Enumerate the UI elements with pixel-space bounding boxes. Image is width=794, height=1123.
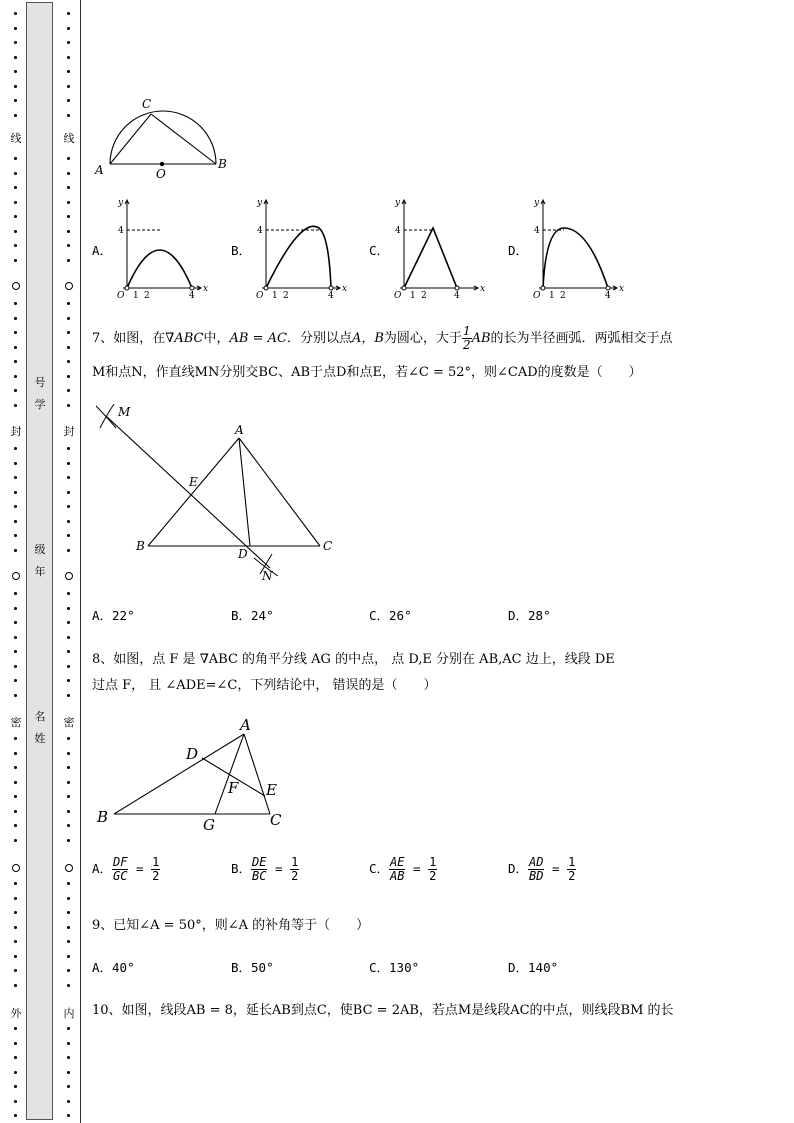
margin-circle <box>12 282 20 290</box>
margin-dot <box>67 1071 70 1074</box>
margin-dot <box>14 1100 17 1103</box>
margin-dot <box>67 781 70 784</box>
margin-dot <box>67 157 70 160</box>
x-axis-label: x <box>342 284 348 294</box>
margin-dot <box>14 592 17 595</box>
label-f: F <box>228 779 239 797</box>
margin-dot <box>14 940 17 943</box>
margin-dot <box>67 926 70 929</box>
label-n: N <box>262 569 273 583</box>
y-tick-4: 4 <box>534 226 540 236</box>
margin-dot <box>14 549 17 552</box>
q6-option-c[interactable]: C． <box>369 243 390 258</box>
binding-margin <box>0 0 90 1123</box>
arc-mark-m <box>96 404 116 428</box>
option-fraction-right: $\frac{1}{2}$ <box>568 855 576 883</box>
margin-dot <box>14 172 17 175</box>
margin-dot <box>14 781 17 784</box>
margin-dot <box>14 984 17 987</box>
margin-dot <box>67 99 70 102</box>
margin-dot <box>67 839 70 842</box>
end-open-point <box>455 286 459 290</box>
q6-option-d[interactable]: D． <box>508 243 529 258</box>
margin-dot <box>14 157 17 160</box>
y-tick-4: 4 <box>395 226 401 236</box>
option-label: B． <box>231 861 252 876</box>
margin-dot <box>67 114 70 117</box>
margin-dot <box>67 389 70 392</box>
field-label: 名 <box>34 710 46 723</box>
equals-sign: = <box>405 861 429 876</box>
margin-dot <box>14 926 17 929</box>
q9-option-c[interactable]: C．130° <box>369 960 420 975</box>
option-fraction-right: $\frac{1}{2}$ <box>429 855 437 883</box>
margin-dot <box>67 172 70 175</box>
q7-option-c[interactable]: C．26° <box>369 608 412 623</box>
x-tick-1: 1 <box>133 291 139 301</box>
margin-dot <box>14 1071 17 1074</box>
q8-figure <box>92 712 302 837</box>
margin-dot <box>67 795 70 798</box>
margin-rule <box>80 0 81 1123</box>
margin-dot <box>14 505 17 508</box>
option-fraction-left: $\frac{AE}{AB}$ <box>390 855 405 883</box>
margin-dot <box>67 607 70 610</box>
margin-dot <box>14 795 17 798</box>
x-tick-4: 4 <box>328 291 334 301</box>
margin-dot <box>67 1056 70 1059</box>
margin-dot <box>14 969 17 972</box>
margin-dot <box>14 911 17 914</box>
margin-dot <box>14 824 17 827</box>
field-label: 学 <box>34 398 46 411</box>
margin-dot <box>14 230 17 233</box>
x-tick-4: 4 <box>454 291 460 301</box>
q8-option-b[interactable] <box>231 856 299 883</box>
option-fraction-right: $\frac{1}{2}$ <box>152 855 160 883</box>
margin-dot <box>67 41 70 44</box>
option-label: D． <box>508 861 529 876</box>
margin-dot <box>14 215 17 218</box>
origin-open-point <box>402 286 406 290</box>
line-mn <box>106 416 270 568</box>
margin-dot <box>14 476 17 479</box>
q8-line2: 过点 F， 且 ∠ADE=∠C，下列结论中， 错误的是（ ） <box>92 678 437 693</box>
x-tick-1: 1 <box>410 291 416 301</box>
q6-graph-a <box>110 196 209 301</box>
label-e: E <box>266 781 277 799</box>
margin-dot <box>14 70 17 73</box>
function-curve <box>127 250 192 288</box>
margin-dot <box>14 694 17 697</box>
q7-line1: 7、如图，在∇ABC中，AB = AC．分别以点A，B为圆心，大于 $\frac{1}{2}$ AB的长为半径画弧．两弧相交于点 <box>92 324 673 352</box>
margin-dot <box>14 244 17 247</box>
margin-dot <box>14 317 17 320</box>
margin-dot <box>14 955 17 958</box>
margin-dot <box>67 70 70 73</box>
y-axis-label: y <box>257 198 263 208</box>
q7-option-b[interactable]: B．24° <box>231 608 274 623</box>
margin-inner-char: 密 <box>63 716 75 729</box>
margin-dot <box>14 114 17 117</box>
origin-label: O <box>533 291 541 301</box>
margin-dot <box>67 491 70 494</box>
margin-dot <box>14 27 17 30</box>
margin-dot <box>14 621 17 624</box>
margin-dot <box>14 839 17 842</box>
y-tick-4: 4 <box>257 226 263 236</box>
field-label: 姓 <box>34 732 46 745</box>
margin-dot <box>67 1114 70 1117</box>
margin-dot <box>14 737 17 740</box>
margin-dot <box>67 12 70 15</box>
margin-dot <box>14 56 17 59</box>
margin-dot <box>14 375 17 378</box>
option-label: A． <box>92 861 113 876</box>
margin-dot <box>67 346 70 349</box>
end-open-point <box>606 286 610 290</box>
field-label: 号 <box>34 376 46 389</box>
y-axis-label: y <box>534 198 540 208</box>
q6-option-a[interactable]: A． <box>92 243 113 258</box>
margin-dot <box>14 766 17 769</box>
x-tick-1: 1 <box>272 291 278 301</box>
margin-dot <box>67 737 70 740</box>
margin-dot <box>67 752 70 755</box>
label-b: B <box>97 808 109 826</box>
option-fraction-right: $\frac{1}{2}$ <box>291 855 299 883</box>
equals-sign: = <box>544 861 568 876</box>
margin-inner-char: 封 <box>63 425 75 438</box>
margin-dot <box>14 12 17 15</box>
margin-dot <box>14 650 17 653</box>
half-fraction: $\frac{1}{2}$ <box>462 324 471 352</box>
margin-dot <box>67 1100 70 1103</box>
q8-option-a[interactable] <box>92 856 160 883</box>
margin-dot <box>67 694 70 697</box>
side-ac <box>239 438 320 546</box>
chord-cb <box>151 114 216 164</box>
margin-dot <box>14 447 17 450</box>
label-a: A <box>95 163 104 177</box>
side-ab <box>114 734 244 814</box>
margin-circle <box>65 864 73 872</box>
margin-dot <box>67 476 70 479</box>
q6-graph-c <box>387 196 486 301</box>
margin-circle <box>65 572 73 580</box>
side-ab <box>148 438 239 546</box>
margin-dot <box>67 520 70 523</box>
x-tick-2: 2 <box>560 291 566 301</box>
label-d: D <box>186 745 199 763</box>
margin-dot <box>14 201 17 204</box>
margin-dot <box>14 186 17 189</box>
q8-line1: 8、如图，点 F 是 ∇ABC 的角平分线 AG 的中点， 点 D,E 分别在 AB,AC 边上，线段 DE <box>92 652 615 667</box>
margin-dot <box>14 1056 17 1059</box>
margin-dot <box>14 607 17 610</box>
margin-circle <box>12 572 20 580</box>
margin-dot <box>14 85 17 88</box>
margin-dot <box>67 360 70 363</box>
margin-outer-char: 线 <box>10 132 22 145</box>
label-o: O <box>156 167 166 181</box>
margin-dot <box>67 549 70 552</box>
origin-label: O <box>394 291 402 301</box>
y-axis-label: y <box>118 198 124 208</box>
q9-option-d[interactable]: D．140° <box>508 960 559 975</box>
field-label: 年 <box>34 565 46 578</box>
margin-dot <box>67 911 70 914</box>
q6-option-b[interactable]: B． <box>231 243 252 258</box>
label-b: B <box>136 539 145 553</box>
margin-outer-char: 密 <box>10 716 22 729</box>
q9-text: 9、已知∠A = 50°，则∠A 的补角等于（ ） <box>92 918 370 933</box>
q7-figure <box>92 398 342 588</box>
margin-dot <box>67 810 70 813</box>
margin-dot <box>67 984 70 987</box>
function-curve <box>543 228 608 288</box>
margin-dot <box>14 346 17 349</box>
end-open-point <box>190 286 194 290</box>
margin-dot <box>67 621 70 624</box>
margin-dot <box>14 1042 17 1045</box>
margin-dot <box>14 1085 17 1088</box>
x-tick-2: 2 <box>421 291 427 301</box>
x-tick-1: 1 <box>549 291 555 301</box>
margin-dot <box>14 331 17 334</box>
q7-option-d[interactable]: D．28° <box>508 608 551 623</box>
x-tick-2: 2 <box>144 291 150 301</box>
origin-open-point <box>125 286 129 290</box>
margin-dot <box>67 824 70 827</box>
label-a: A <box>235 423 244 437</box>
origin-label: O <box>117 291 125 301</box>
margin-dot <box>14 810 17 813</box>
label-d: D <box>238 547 248 561</box>
margin-dot <box>67 56 70 59</box>
margin-dot <box>67 882 70 885</box>
q10-text: 10、如图，线段AB = 8，延长AB到点C，使BC = 2AB，若点M是线段AC的中点，则线段BM 的长 <box>92 1003 674 1018</box>
segment-ad <box>239 438 250 546</box>
margin-dot <box>67 650 70 653</box>
q6-graph-b <box>249 196 348 301</box>
side-ac <box>244 734 270 814</box>
margin-dot <box>14 1027 17 1030</box>
end-open-point <box>329 286 333 290</box>
q9-option-a[interactable]: A．40° <box>92 960 135 975</box>
margin-dot <box>14 882 17 885</box>
margin-dot <box>67 317 70 320</box>
margin-dot <box>67 940 70 943</box>
margin-dot <box>67 302 70 305</box>
name-strip <box>26 2 53 1120</box>
margin-dot <box>67 897 70 900</box>
margin-dot <box>67 375 70 378</box>
margin-dot <box>14 404 17 407</box>
margin-dot <box>14 462 17 465</box>
margin-dot <box>14 41 17 44</box>
margin-dot <box>67 201 70 204</box>
label-b: B <box>218 157 227 171</box>
margin-dot <box>67 969 70 972</box>
label-a: A <box>240 716 251 734</box>
option-fraction-left: $\frac{DF}{GC}$ <box>113 855 128 883</box>
margin-dot <box>67 766 70 769</box>
margin-dot <box>14 1114 17 1117</box>
margin-dot <box>67 955 70 958</box>
margin-dot <box>67 186 70 189</box>
option-fraction-left: $\frac{DE}{BC}$ <box>252 855 267 883</box>
q8-option-d[interactable] <box>508 856 576 883</box>
margin-dot <box>14 389 17 392</box>
margin-inner-char: 线 <box>63 132 75 145</box>
origin-open-point <box>264 286 268 290</box>
function-curve <box>266 226 331 288</box>
label-e: E <box>189 475 198 489</box>
label-m: M <box>118 405 131 419</box>
y-tick-4: 4 <box>118 226 124 236</box>
margin-dot <box>67 85 70 88</box>
margin-dot <box>67 244 70 247</box>
semicircle-figure <box>92 94 232 180</box>
x-axis-label: x <box>203 284 209 294</box>
equals-sign: = <box>267 861 291 876</box>
origin-label: O <box>256 291 264 301</box>
label-c: C <box>270 811 282 829</box>
margin-dot <box>67 679 70 682</box>
margin-dot <box>14 752 17 755</box>
margin-dot <box>67 636 70 639</box>
margin-dot <box>14 99 17 102</box>
margin-dot <box>14 360 17 363</box>
margin-circle <box>65 282 73 290</box>
function-curve <box>404 228 457 288</box>
x-axis-label: x <box>480 284 486 294</box>
origin-open-point <box>541 286 545 290</box>
option-label: C． <box>369 861 390 876</box>
q7-option-a[interactable]: A．22° <box>92 608 135 623</box>
q8-option-c[interactable] <box>369 856 437 883</box>
margin-dot <box>14 302 17 305</box>
margin-dot <box>67 665 70 668</box>
margin-dot <box>67 230 70 233</box>
margin-dot <box>14 897 17 900</box>
x-axis-label: x <box>619 284 625 294</box>
margin-dot <box>14 679 17 682</box>
margin-dot <box>67 1027 70 1030</box>
label-g: G <box>203 816 215 834</box>
label-c: C <box>323 539 333 553</box>
margin-dot <box>67 534 70 537</box>
margin-dot <box>14 534 17 537</box>
margin-dot <box>67 462 70 465</box>
x-tick-2: 2 <box>283 291 289 301</box>
y-axis-label: y <box>395 198 401 208</box>
margin-dot <box>14 259 17 262</box>
margin-dot <box>67 331 70 334</box>
x-tick-4: 4 <box>189 291 195 301</box>
margin-dot <box>67 404 70 407</box>
center-point <box>160 162 164 166</box>
q7-line2: M和点N，作直线MN分别交BC、AB于点D和点E，若∠C = 52°，则∠CAD的度数是（ ） <box>92 365 642 380</box>
margin-inner-char: 内 <box>63 1007 75 1020</box>
margin-dot <box>67 1085 70 1088</box>
semicircle-arc <box>110 111 216 164</box>
field-label: 级 <box>34 543 46 556</box>
equals-sign: = <box>128 861 152 876</box>
label-c: C <box>142 97 152 111</box>
margin-dot <box>67 259 70 262</box>
margin-dot <box>67 1042 70 1045</box>
margin-dot <box>67 215 70 218</box>
q9-option-b[interactable]: B．50° <box>231 960 274 975</box>
x-tick-4: 4 <box>605 291 611 301</box>
margin-dot <box>67 505 70 508</box>
margin-dot <box>14 491 17 494</box>
q6-graph-d <box>526 196 625 301</box>
margin-dot <box>14 520 17 523</box>
option-fraction-left: $\frac{AD}{BD}$ <box>529 855 544 883</box>
margin-dot <box>14 636 17 639</box>
margin-dot <box>14 665 17 668</box>
margin-outer-char: 封 <box>10 425 22 438</box>
margin-outer-char: 外 <box>10 1007 22 1020</box>
margin-dot <box>67 592 70 595</box>
margin-circle <box>12 864 20 872</box>
margin-dot <box>67 447 70 450</box>
margin-dot <box>67 27 70 30</box>
